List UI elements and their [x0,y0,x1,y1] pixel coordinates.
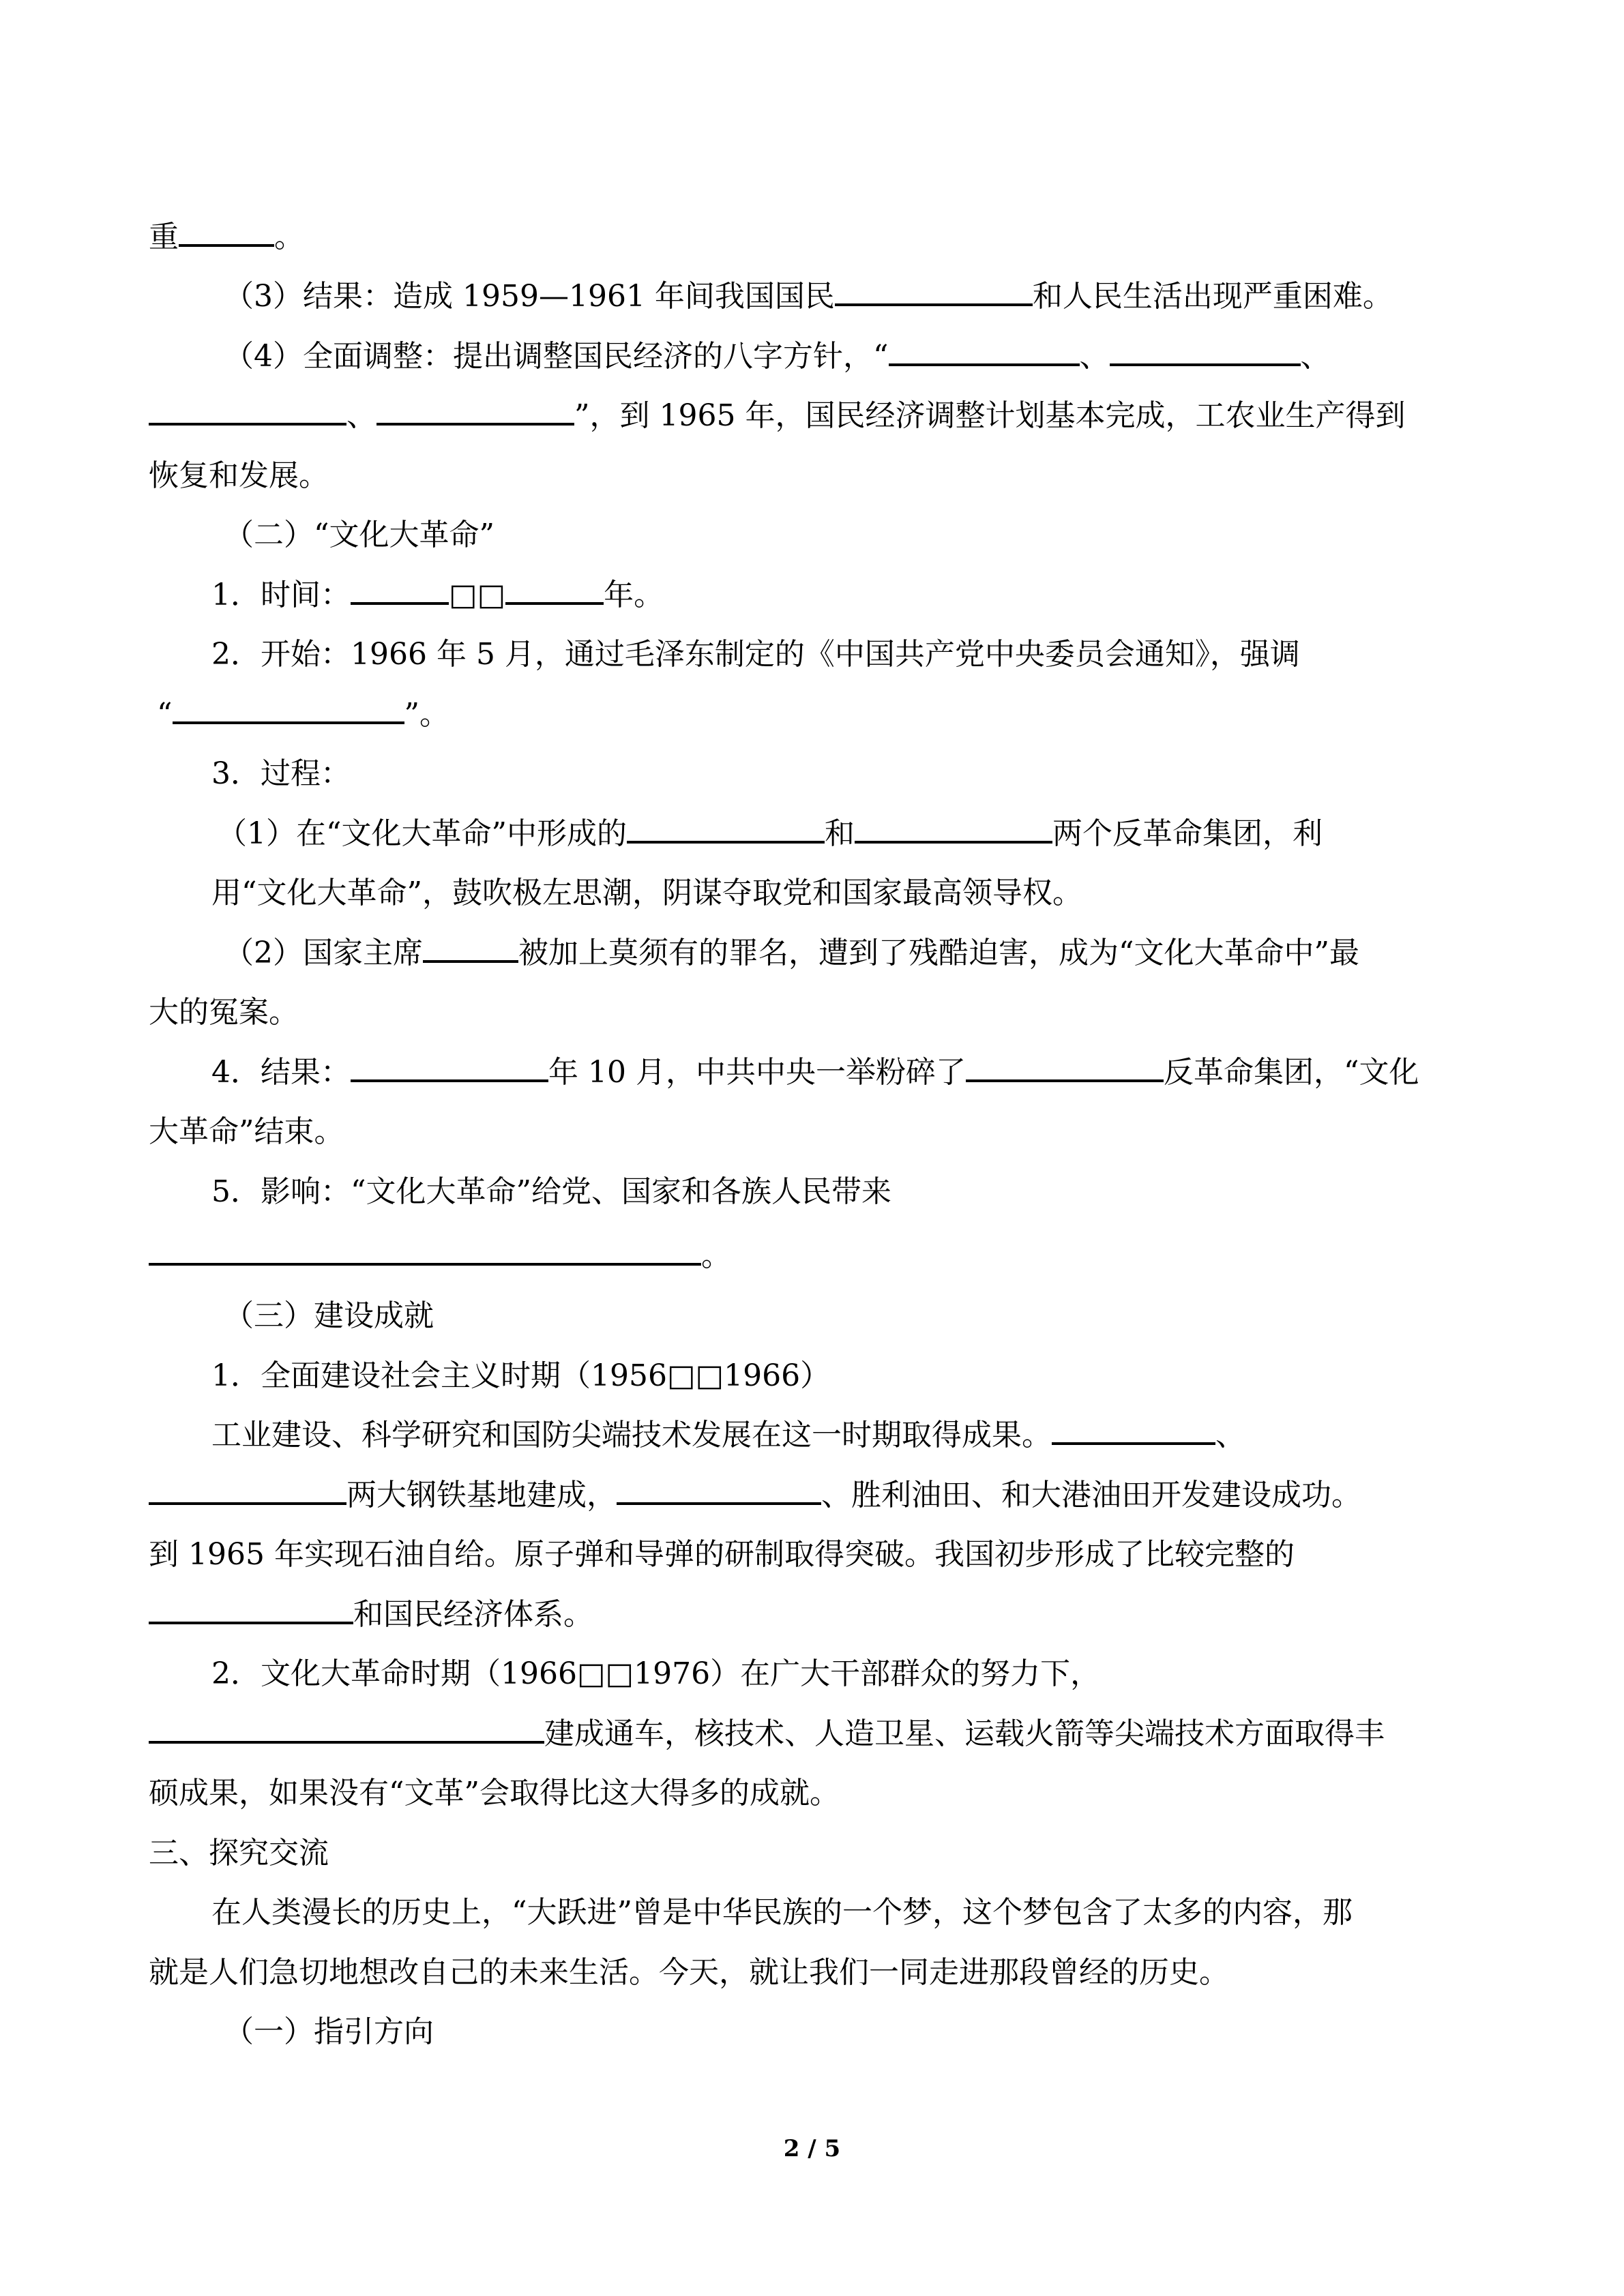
section-heading: （三）建设成就 [224,1298,434,1333]
text-line: 工业建设、科学研究和国防尖端技术发展在这一时期取得成果。 、 [211,1415,1245,1456]
text-line: 1．时间： □□ 年。 [211,575,664,616]
fill-blank[interactable] [149,1475,346,1505]
page-number: 2 / 5 [783,2135,841,2162]
text-line: “ ”。 [157,694,449,735]
fill-blank[interactable] [627,814,825,844]
text-line: 大的冤案。 [149,995,299,1030]
text-line: 恢复和发展。 [149,458,329,493]
text-line: 1．全面建设社会主义时期（1956□□1966） [211,1358,831,1393]
text-line: 大革命”结束。 [149,1114,344,1149]
fill-blank[interactable] [351,575,449,605]
text-line: 就是人们急切地想改自己的未来生活。今天，就让我们一同走进那段曾经的历史。 [149,1955,1229,1990]
fill-blank[interactable] [173,694,404,724]
text-line: 用“文化大革命”，鼓吹极左思潮，阴谋夺取党和国家最高领导权。 [211,876,1082,910]
fill-blank[interactable] [966,1052,1164,1082]
fill-blank[interactable] [149,1236,701,1266]
section-heading: 三、探究交流 [149,1836,329,1870]
text-line: （3）结果：造成 1959—1961 年间我国国民 和人民生活出现严重困难。 [224,276,1393,317]
text-line: 在人类漫长的历史上，“大跃进”曾是中华民族的一个梦，这个梦包含了太多的内容，那 [211,1895,1353,1930]
text-line: 2．文化大革命时期（1966□□1976）在广大干部群众的努力下， [211,1656,1101,1691]
text-line: 4．结果： 年 10 月，中共中央一举粉碎了 反革命集团，“文化 [211,1052,1419,1093]
section-heading: （一）指引方向 [224,2014,434,2049]
text-line: 两大钢铁基地建成， 、胜利油田、和大港油田开发建设成功。 [149,1475,1361,1516]
fill-blank[interactable] [835,276,1033,306]
fill-blank[interactable] [423,933,518,963]
text-line: （4）全面调整：提出调整国民经济的八字方针，“ 、 、 [224,336,1331,377]
text-line: 5．影响：“文化大革命”给党、国家和各族人民带来 [211,1174,891,1209]
text-line: 、 ”，到 1965 年，国民经济调整计划基本完成，工农业生产得到 [149,396,1405,436]
text-line: 到 1965 年实现石油自给。原子弹和导弹的研制取得突破。我国初步形成了比较完整的 [149,1537,1295,1572]
fill-blank[interactable] [149,1714,544,1744]
text-line: 2．开始：1966 年 5 月，通过毛泽东制定的《中国共产党中央委员会通知》，强调 [211,637,1300,672]
text-line: 硕成果，如果没有“文革”会取得比这大得多的成就。 [149,1776,840,1810]
text-line: 。 [149,1236,731,1277]
fill-blank[interactable] [149,1594,353,1624]
text-line: 建成通车，核技术、人造卫星、运载火箭等尖端技术方面取得丰 [149,1714,1385,1755]
text-line: 重 。 [149,217,304,258]
fill-blank[interactable] [179,217,274,247]
text-line: （2）国家主席 被加上莫须有的罪名，遭到了残酷迫害，成为“文化大革命中”最 [224,933,1359,974]
fill-blank[interactable] [889,336,1080,366]
fill-blank[interactable] [1110,336,1301,366]
text-line: 3．过程： [211,756,351,791]
text-line: 和国民经济体系。 [149,1594,593,1635]
fill-blank[interactable] [377,396,574,426]
fill-blank[interactable] [1052,1415,1215,1445]
section-heading: （二）“文化大革命” [224,518,494,552]
text-line: （1）在“文化大革命”中形成的 和 两个反革命集团，利 [217,814,1323,854]
fill-blank[interactable] [351,1052,548,1082]
fill-blank[interactable] [149,396,346,426]
fill-blank[interactable] [855,814,1052,844]
fill-blank[interactable] [505,575,604,605]
fill-blank[interactable] [617,1475,821,1505]
